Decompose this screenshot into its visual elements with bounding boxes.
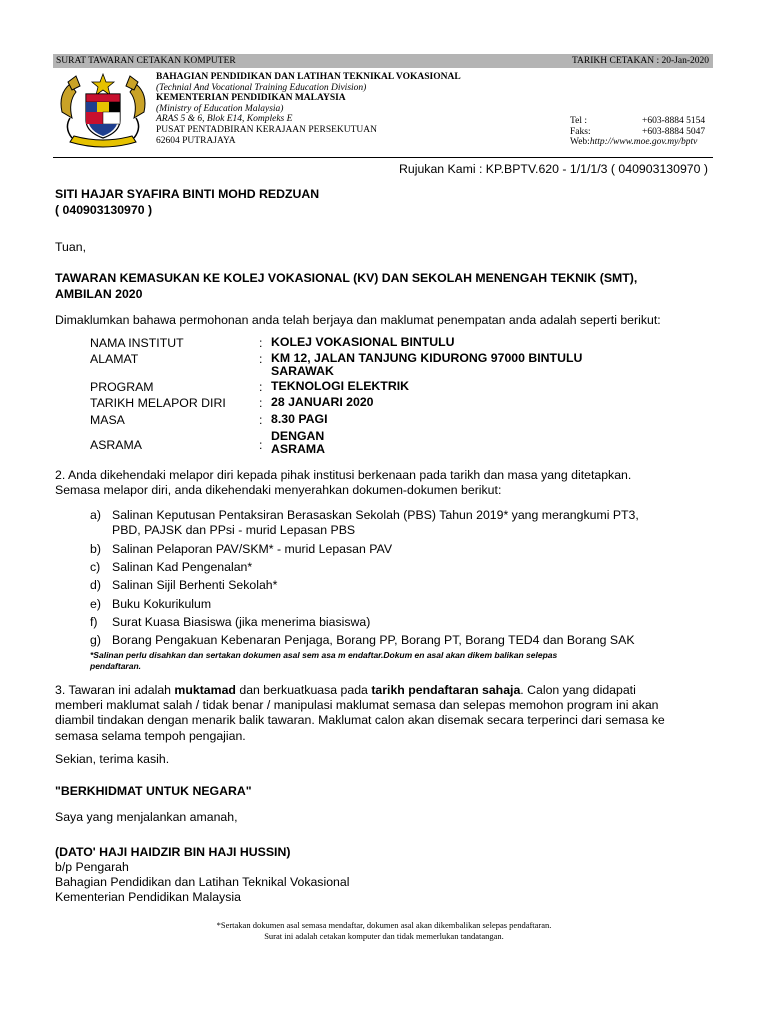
- detail-value: KM 12, JALAN TANJUNG KIDURONG 97000 BINTULU SARAWAK: [271, 351, 583, 378]
- dept-name: BAHAGIAN PENDIDIKAN DAN LATIHAN TEKNIKAL VOKASIONAL: [156, 72, 461, 82]
- malaysia-coat-of-arms-icon: [56, 72, 150, 152]
- department-address: [156, 72, 461, 146]
- ministry-name-en: (Ministry of Education Malaysia): [156, 103, 284, 114]
- contact-values: [642, 116, 705, 137]
- detail-label: ASRAMA: [90, 438, 142, 452]
- closing: Sekian, terima kasih.: [55, 752, 170, 766]
- colon: :: [259, 396, 263, 410]
- subject-line-2: AMBILAN 2020: [55, 287, 143, 301]
- signatory-ministry: Kementerian Pendidikan Malaysia: [55, 890, 241, 904]
- contact-labels: [570, 116, 591, 137]
- detail-value: TEKNOLOGI ELEKTRIK: [271, 379, 409, 393]
- print-header-bar: [53, 54, 713, 68]
- salutation: Tuan,: [55, 240, 86, 254]
- detail-value: 28 JANUARI 2020: [271, 395, 374, 409]
- colon: :: [259, 438, 263, 452]
- print-date: TARIKH CETAKAN : 20-Jan-2020: [571, 56, 709, 66]
- detail-value: DENGAN ASRAMA: [271, 429, 325, 456]
- detail-label: NAMA INSTITUT: [90, 336, 184, 350]
- colon: :: [259, 336, 263, 350]
- detail-value: 8.30 PAGI: [271, 412, 328, 426]
- colon: :: [259, 352, 263, 366]
- intro-text: Dimaklumkan bahawa permohonan anda telah berjaya dan maklumat penempatan anda adalah seperti berikut:: [55, 313, 661, 327]
- web-url[interactable]: http://www.moe.gov.my/bptv: [589, 137, 698, 147]
- address-line-2: PUSAT PENTADBIRAN KERAJAAN PERSEKUTUAN: [156, 124, 378, 135]
- tel-label: Tel :: [570, 116, 588, 126]
- signatory-role: b/p Pengarah: [55, 860, 129, 874]
- subject-line-1: TAWARAN KEMASUKAN KE KOLEJ VOKASIONAL (KV) DAN SEKOLAH MENENGAH TEKNIK (SMT),: [55, 271, 638, 285]
- web-label: Web:: [570, 137, 590, 147]
- detail-label: PROGRAM: [90, 380, 154, 394]
- detail-value: KOLEJ VOKASIONAL BINTULU: [271, 335, 455, 349]
- fax-value: +603-8884 5047: [642, 126, 706, 137]
- detail-label: ALAMAT: [90, 352, 139, 366]
- colon: :: [259, 413, 263, 427]
- address-line-1: ARAS 5 & 6, Blok E14, Kompleks E: [156, 114, 293, 125]
- reference-number: Rujukan Kami : KP.BPTV.620 - 1/1/1/3 ( 040903130970 ): [399, 162, 708, 176]
- web-line: [570, 137, 697, 148]
- fax-label: Faks:: [570, 126, 591, 137]
- print-header-title: SURAT TAWARAN CETAKAN KOMPUTER: [56, 56, 236, 66]
- signatory-division: Bahagian Pendidikan dan Latihan Teknikal Vokasional: [55, 875, 350, 889]
- address-line-3: 62604 PUTRAJAYA: [156, 135, 236, 146]
- dept-name-en: (Technial And Vocational Training Education Division): [156, 82, 367, 93]
- paragraph-3: 3. Tawaran ini adalah muktamad dan berkuatkuasa pada tarikh pendaftaran sahaja. Calon yang didapati memberi maklumat salah / tidak benar / manipulasi maklumat semasa dan selepas memohon program ini akan diambil tindakan dengan menarik balik tawaran. Maklumat calon akan disemak secara terperinci dari semasa ke semasa selama tempoh pengajian.: [55, 683, 665, 743]
- signatory-name: (DATO' HAJI HAIDZIR BIN HAJI HUSSIN): [55, 845, 291, 859]
- document-note: *Salinan perlu disahkan dan sertakan dokumen asal sem asa m endaftar.Dokum en asal akan dikem balikan selepas pendaftaran.: [90, 650, 558, 671]
- colon: :: [259, 380, 263, 394]
- tel-value: +603-8884 5154: [642, 116, 706, 126]
- ministry-name: KEMENTERIAN PENDIDIKAN MALAYSIA: [156, 93, 346, 104]
- paragraph-2: 2. Anda dikehendaki melapor diri kepada pihak institusi berkenaan pada tarikh dan masa yang ditetapkan. Semasa melapor diri, anda dikehendaki menyerahkan dokumen-dokumen berikut:: [55, 468, 632, 498]
- trust-line: Saya yang menjalankan amanah,: [55, 810, 238, 824]
- header-divider: [53, 157, 713, 158]
- recipient-id: ( 040903130970 ): [55, 203, 153, 217]
- detail-label: TARIKH MELAPOR DIRI: [90, 396, 226, 410]
- footer-note: *Sertakan dokumen asal semasa mendaftar, dokumen asal akan dikembalikan selepas pendaftaran. Surat ini adalah cetakan komputer dan tidak memerlukan tandatangan.: [216, 920, 552, 941]
- recipient-name: SITI HAJAR SYAFIRA BINTI MOHD REDZUAN: [55, 187, 320, 201]
- detail-label: MASA: [90, 413, 125, 427]
- signatory: [55, 845, 349, 905]
- motto: "BERKHIDMAT UNTUK NEGARA": [55, 784, 252, 798]
